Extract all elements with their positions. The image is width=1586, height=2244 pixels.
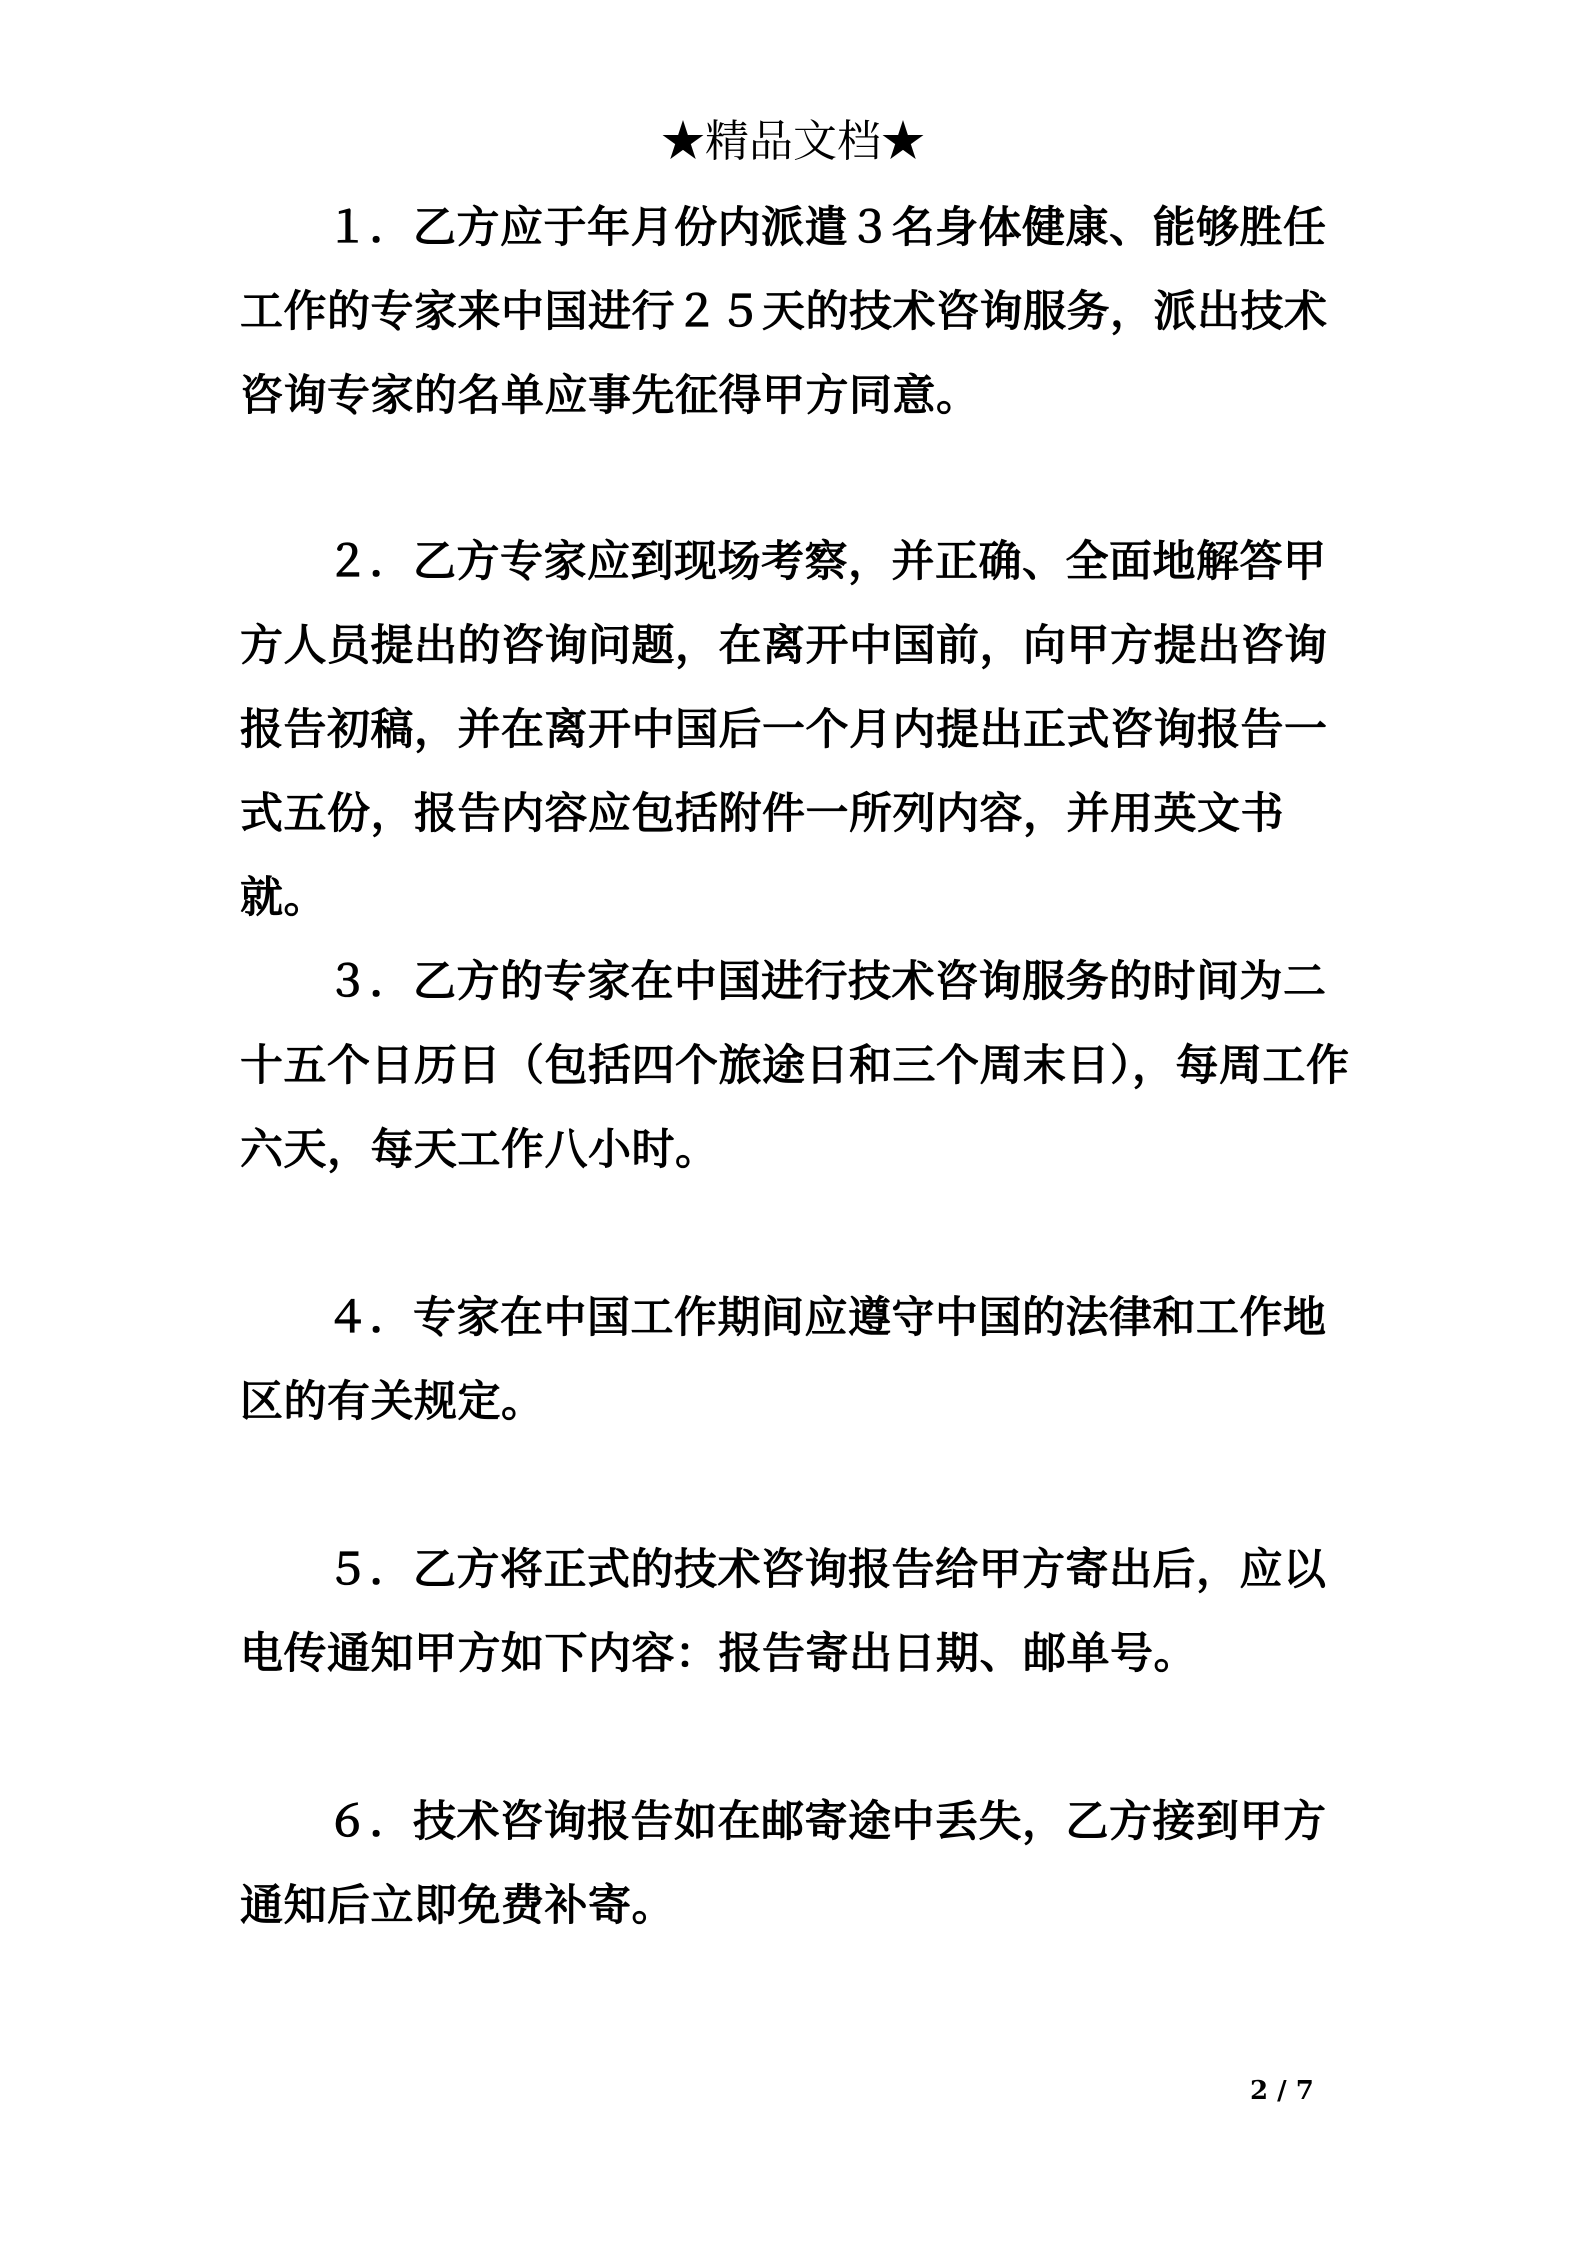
clause-2-paragraph: ２．乙方专家应到现场考察，并正确、全面地解答甲方人员提出的咨询问题，在离开中国前，向甲方提出咨询报告初稿，并在离开中国后一个月内提出正式咨询报告一式五份，报告内容应包括附件一所列内容，并用英文书就。 bbox=[240, 537, 1328, 923]
clause-1-paragraph: １．乙方应于年月份内派遣３名身体健康、能够胜任工作的专家来中国进行２５天的技术咨询服务，派出技术咨询专家的名单应事先征得甲方同意。 bbox=[240, 203, 1328, 421]
clause-6-paragraph: ６．技术咨询报告如在邮寄途中丢失，乙方接到甲方通知后立即免费补寄。 bbox=[240, 1797, 1327, 1931]
clause-5-paragraph: ５．乙方将正式的技术咨询报告给甲方寄出后，应以电传通知甲方如下内容：报告寄出日期、邮单号。 bbox=[240, 1545, 1327, 1679]
page-header-title: ★精品文档★ bbox=[661, 116, 925, 167]
clause-3-paragraph: ３．乙方的专家在中国进行技术咨询服务的时间为二十五个日历日（包括四个旅途日和三个周末日），每周工作六天，每天工作八小时。 bbox=[240, 957, 1350, 1175]
page-number: 2 / 7 bbox=[1250, 2076, 1314, 2106]
clause-4-paragraph: ４．专家在中国工作期间应遵守中国的法律和工作地区的有关规定。 bbox=[240, 1293, 1327, 1427]
